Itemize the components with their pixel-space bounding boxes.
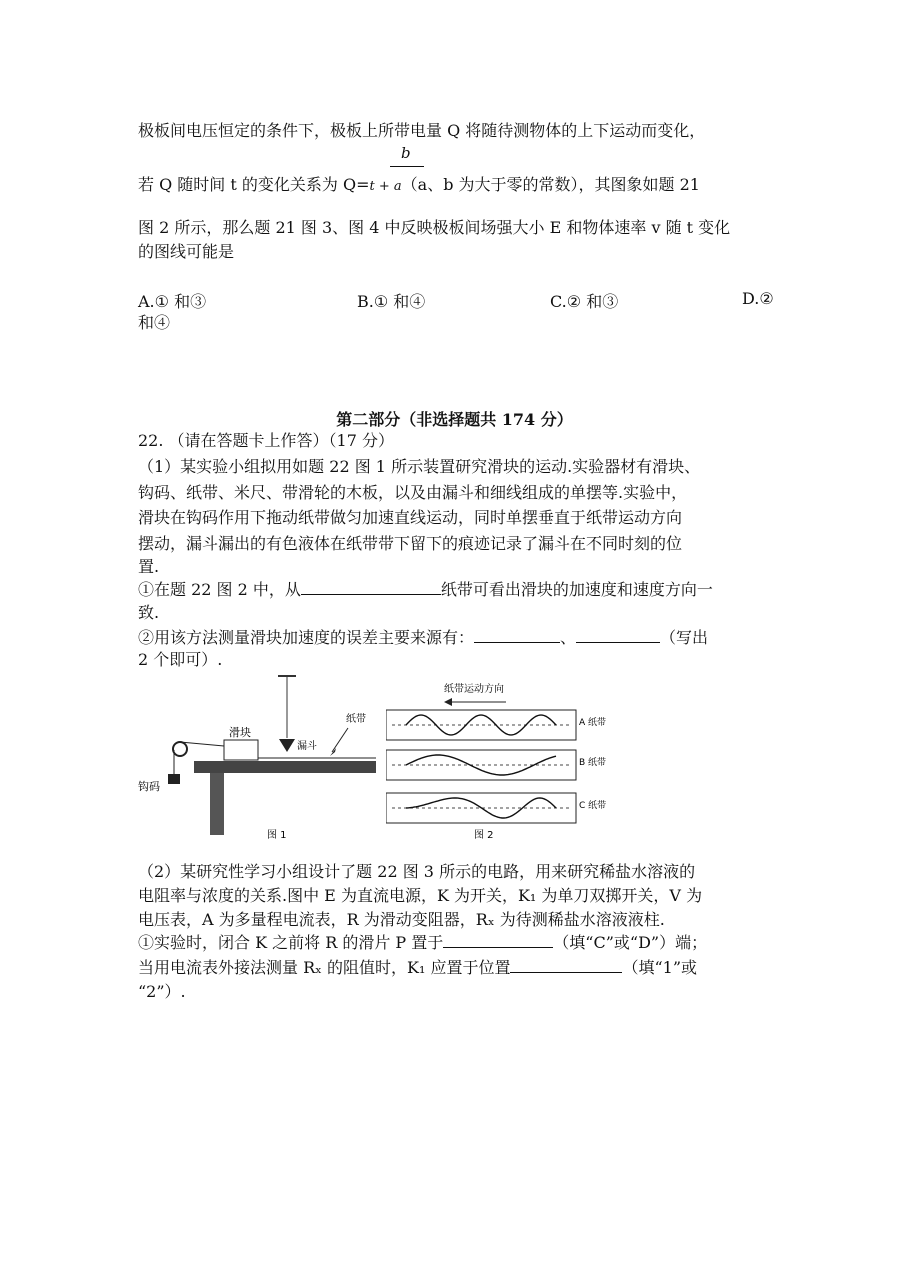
answer-blank[interactable] <box>301 580 441 595</box>
q22-sub2: ②用该方法测量滑块加速度的误差主要来源有： 、 （写出 <box>138 628 709 647</box>
option-d: D.② <box>742 289 774 308</box>
q22-p2-line: （2）某研究性学习小组设计了题 22 图 3 所示的电路，用来研究稀盐水溶液的 <box>138 862 696 881</box>
q21-line4: 的图线可能是 <box>138 242 235 261</box>
q22-p1-line: 置. <box>138 557 160 576</box>
q22-p1-line: 滑块在钩码作用下拖动纸带做匀加速直线运动，同时单摆垂直于纸带运动方向 <box>138 508 683 527</box>
q22-p1-line: （1）某实验小组拟用如题 22 图 1 所示装置研究滑块的运动.实验器材有滑块、 <box>138 457 701 476</box>
fraction-numerator: b <box>401 144 411 162</box>
wooden-board <box>194 761 376 773</box>
q22-sub1: ①在题 22 图 2 中，从 纸带可看出滑块的加速度和速度方向一 <box>138 580 713 599</box>
q21-line2: 若 Q 随时间 t 的变化关系为 Q=t + a（a、b 为大于零的常数），其图象如题 21 <box>138 175 700 194</box>
tape-c-label: C 纸带 <box>579 801 607 811</box>
option-c: C.② 和③ <box>550 292 619 311</box>
q22-sub4: 当用电流表外接法测量 Rₓ 的阻值时，K₁ 应置于位置 （填“1”或 <box>138 958 698 977</box>
option-d-wrap: 和④ <box>138 313 171 332</box>
q22-sub4-wrap: “2”）. <box>138 982 186 1001</box>
fraction-bar <box>390 166 424 167</box>
slider-label: 滑块 <box>229 726 251 739</box>
weight-block <box>168 774 180 784</box>
answer-blank[interactable] <box>443 933 553 948</box>
option-b: B.① 和④ <box>357 292 426 311</box>
q21-line1: 极板间电压恒定的条件下，极板上所带电量 Q 将随待测物体的上下运动而变化， <box>138 121 706 140</box>
q22-p1-line: 钩码、纸带、米尺、带滑轮的木板，以及由漏斗和细线组成的单摆等.实验中， <box>138 483 688 502</box>
funnel-label: 漏斗 <box>297 741 317 752</box>
q22-p2-line: 电压表，A 为多量程电流表，R 为滑动变阻器，Rₓ 为待测稀盐水溶液液柱. <box>138 910 665 929</box>
figure-1-apparatus <box>136 672 376 840</box>
answer-blank[interactable] <box>474 628 560 643</box>
tape-label: 纸带 <box>346 714 366 725</box>
arrow-left-icon <box>444 698 452 706</box>
q22-p1-line: 摆动，漏斗漏出的有色液体在纸带带下留下的痕迹记录了漏斗在不同时刻的位 <box>138 534 683 553</box>
fraction-denominator: t + a <box>369 179 402 194</box>
weight-label: 钩码 <box>138 780 160 793</box>
option-a: A.① 和③ <box>138 292 207 311</box>
answer-blank[interactable] <box>510 958 622 973</box>
fig1-caption: 图 1 <box>267 830 287 840</box>
figure-2-tapes <box>386 680 626 840</box>
tape-a-label: A 纸带 <box>579 718 607 728</box>
tape-b-label: B 纸带 <box>579 758 607 768</box>
answer-blank[interactable] <box>576 628 660 643</box>
q21-line3: 图 2 所示，那么题 21 图 3、图 4 中反映极板间场强大小 E 和物体速率 v 随 t 变化 <box>138 218 731 237</box>
slider-block <box>224 740 258 760</box>
tape-strip <box>386 750 576 780</box>
part2-title: 第二部分（非选择题共 174 分） <box>336 410 573 429</box>
funnel-icon <box>279 739 295 752</box>
q22-sub3: ①实验时，闭合 K 之前将 R 的滑片 P 置于 （填“C”或“D”）端； <box>138 933 708 952</box>
q22-p2-line: 电阻率与浓度的关系.图中 E 为直流电源，K 为开关，K₁ 为单刀双掷开关，V 为 <box>138 886 703 905</box>
direction-label: 纸带运动方向 <box>444 684 504 695</box>
q22-sub1-wrap: 致. <box>138 603 160 622</box>
fig2-caption: 图 2 <box>474 830 494 840</box>
board-leg <box>210 773 224 835</box>
pulley-icon <box>173 742 187 756</box>
q22-sub2-wrap: 2 个即可）. <box>138 650 223 669</box>
q22-head: 22. （请在答题卡上作答）（17 分） <box>138 431 394 450</box>
